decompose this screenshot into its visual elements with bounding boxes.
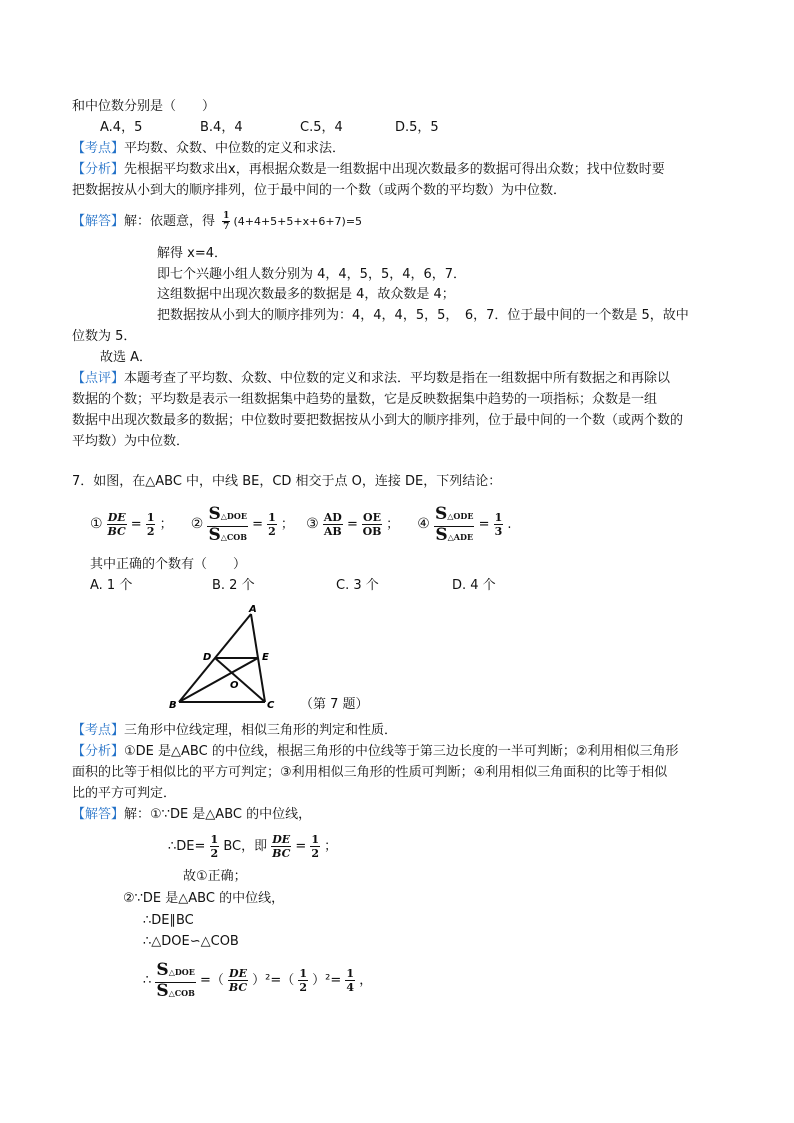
s1-text-b: BC，即 [223,839,268,854]
s2-eq-2: ）²=（ [252,973,295,988]
q7-option-c: C. 3 个 [336,578,379,593]
dianping-text-3: 数据中出现次数最多的数据；中位数时要把数据按从小到大的顺序排列，位于最中间的一个数（或两个数的 [72,413,684,428]
label-b: B [169,700,177,711]
label-c: C [267,700,275,711]
triangle-figure [165,600,295,718]
conclusion-2-end: ； [280,517,294,532]
dianping-text-4: 平均数）为中位数． [72,434,190,449]
figure-caption: （第 7 题） [300,697,369,712]
kaodian-text: 平均数、众数、中位数的定义和求法． [124,141,346,156]
q7-option-a: A. 1 个 [90,578,133,593]
conclusion-4-end: . [507,517,512,532]
q6-dianping [72,370,670,388]
conclusion-3-fraction: $\frac{AD}{AB}$ [323,511,342,538]
s2-half: $\frac{1}{2}$ [299,967,308,994]
q7-kaodian [72,722,397,740]
conclusion-2-fraction: $\frac{\text{S△DOE}}{\text{S△COB}}$ [208,504,247,545]
q6-fenxi [72,161,665,179]
conclusion-1-value: $\frac{1}{2}$ [146,511,155,538]
conclusion-3-mark: ③ [306,516,319,532]
q7-option-d: D. 4 个 [452,578,496,593]
dianping-text-2: 数据的个数；平均数是表示一组数据集中趋势的量数，它是反映数据集中趋势的一项指标；众数是一组 [72,392,658,407]
solution-step-1 [168,830,337,864]
conclusion-3-value: $\frac{OE}{OB}$ [362,511,382,538]
choose-answer: 故选 A． [100,350,153,365]
label-e: E [262,652,269,663]
q6-option-a: A.4，5 [100,120,143,135]
fenxi-text-1: ①DE 是△ABC 的中位线，根据三角形的中位线等于第三边长度的一半可判断；②利用相似三角形 [124,744,679,759]
fenxi-text-2: 把数据按从小到大的顺序排列，位于最中间的一个数（或两个数的平均数）为中位数． [72,183,567,198]
conclusion-2-eq: = [252,517,263,532]
kaodian-tag: 【考点】 [72,723,125,738]
jieda-expression: (4+4+5+5+x+6+7)=5 [233,215,363,228]
q7-conclusions [90,502,512,546]
q6-kaodian [72,140,345,158]
step-1: 解得 x=4． [157,246,227,261]
q7-stem: 7．如图，在△ABC 中，中线 BE，CD 相交于点 O，连接 DE，下列结论： [72,474,502,489]
fenxi-text-2: 面积的比等于相似比的平方可判定；③利用相似三角形的性质可判断；④利用相似三角面积的比等于相似 [72,765,668,780]
kaodian-text: 三角形中位线定理，相似三角形的判定和性质． [124,723,398,738]
conclusion-3-end: ； [386,517,400,532]
s1-value: $\frac{1}{2}$ [311,833,320,860]
fenxi-text-3: 比的平方可判定． [72,786,177,801]
jieda-line-1: 解：①∵DE 是△ABC 的中位线， [124,807,312,822]
label-a: A [249,604,257,615]
conclusion-1-fraction: $\frac{DE}{BC}$ [107,511,126,538]
s2-area-ratio: $\frac{\text{S△DOE}}{\text{S△COB}}$ [156,960,195,1001]
kaodian-tag: 【考点】 [72,141,125,156]
s1-text-a: ∴DE= [168,839,206,854]
conclusion-1-end: ； [159,517,173,532]
conclusion-4-value: $\frac{1}{3}$ [494,511,503,538]
conclusion-1-eq: = [130,517,142,532]
solution-step-2 [143,958,372,1004]
q6-option-b: B.4，4 [200,120,243,135]
q7-fenxi [72,743,678,761]
q7-option-b: B. 2 个 [212,578,255,593]
s2-similar: ∴△DOE∽△COB [143,934,239,949]
q6-option-c: C.5，4 [300,120,343,135]
s2-intro: ②∵DE 是△ABC 的中位线， [123,891,285,906]
q6-stem-tail: 和中位数分别是（ ） [72,99,216,114]
median-cd [215,658,265,702]
conclusion-3-eq: = [346,517,358,532]
s2-end: ， [359,973,373,988]
s2-eq-1: =（ [200,973,224,988]
conclusion-4-eq: = [478,517,490,532]
q7-question: 其中正确的个数有（ ） [90,557,247,572]
step-4: 把数据按从小到大的顺序排列为：4，4，4，5，5， 6，7．位于最中间的一个数是 5，故中 [157,308,689,323]
fenxi-text-1: 先根据平均数求出x，再根据众数是一组数据中出现次数最多的数据可得出众数；找中位数时要 [124,162,665,177]
q6-option-d: D.5，5 [395,120,439,135]
conclusion-2-value: $\frac{1}{2}$ [268,511,276,538]
jieda-tag: 【解答】 [72,807,125,822]
s1-half: $\frac{1}{2}$ [210,833,219,860]
label-o: O [230,680,239,691]
s2-value: $\frac{1}{4}$ [346,967,355,994]
q6-jieda [72,211,362,232]
jieda-tag: 【解答】 [72,214,125,229]
step-3: 这组数据中出现次数最多的数据是 4，故众数是 4； [157,287,455,302]
s2-therefore: ∴ [143,973,152,988]
conclusion-1-mark: ① [90,516,103,532]
median-be [179,658,258,702]
s1-conclusion: 故①正确； [183,869,247,884]
fenxi-tag: 【分析】 [72,162,125,177]
q7-jieda [72,806,311,824]
s2-eq-3: ）²= [312,973,342,988]
conclusion-4-fraction: $\frac{\text{S△ODE}}{\text{S△ADE}}$ [435,504,474,545]
dianping-text-1: 本题考查了平均数、众数、中位数的定义和求法．平均数是指在一组数据中所有数据之和再除以 [124,371,671,386]
jieda-intro: 解：依题意，得 [124,214,216,229]
label-d: D [203,652,212,663]
s2-side-ratio: $\frac{DE}{BC}$ [228,967,248,994]
step-2: 即七个兴趣小组人数分别为 4，4，5，5，4，6，7． [157,267,467,282]
s1-end: ； [324,839,338,854]
dianping-tag: 【点评】 [72,371,125,386]
fenxi-tag: 【分析】 [72,744,125,759]
conclusion-4-mark: ④ [417,516,430,532]
s2-parallel: ∴DE∥BC [143,913,194,928]
s1-fraction: $\frac{DE}{BC}$ [272,833,291,860]
step-4-cont: 位数为 5． [72,329,137,344]
conclusion-2-mark: ② [190,516,204,532]
fraction-one-seventh: $\frac{1}{7}$ [223,211,230,232]
s1-eq: = [295,839,307,854]
